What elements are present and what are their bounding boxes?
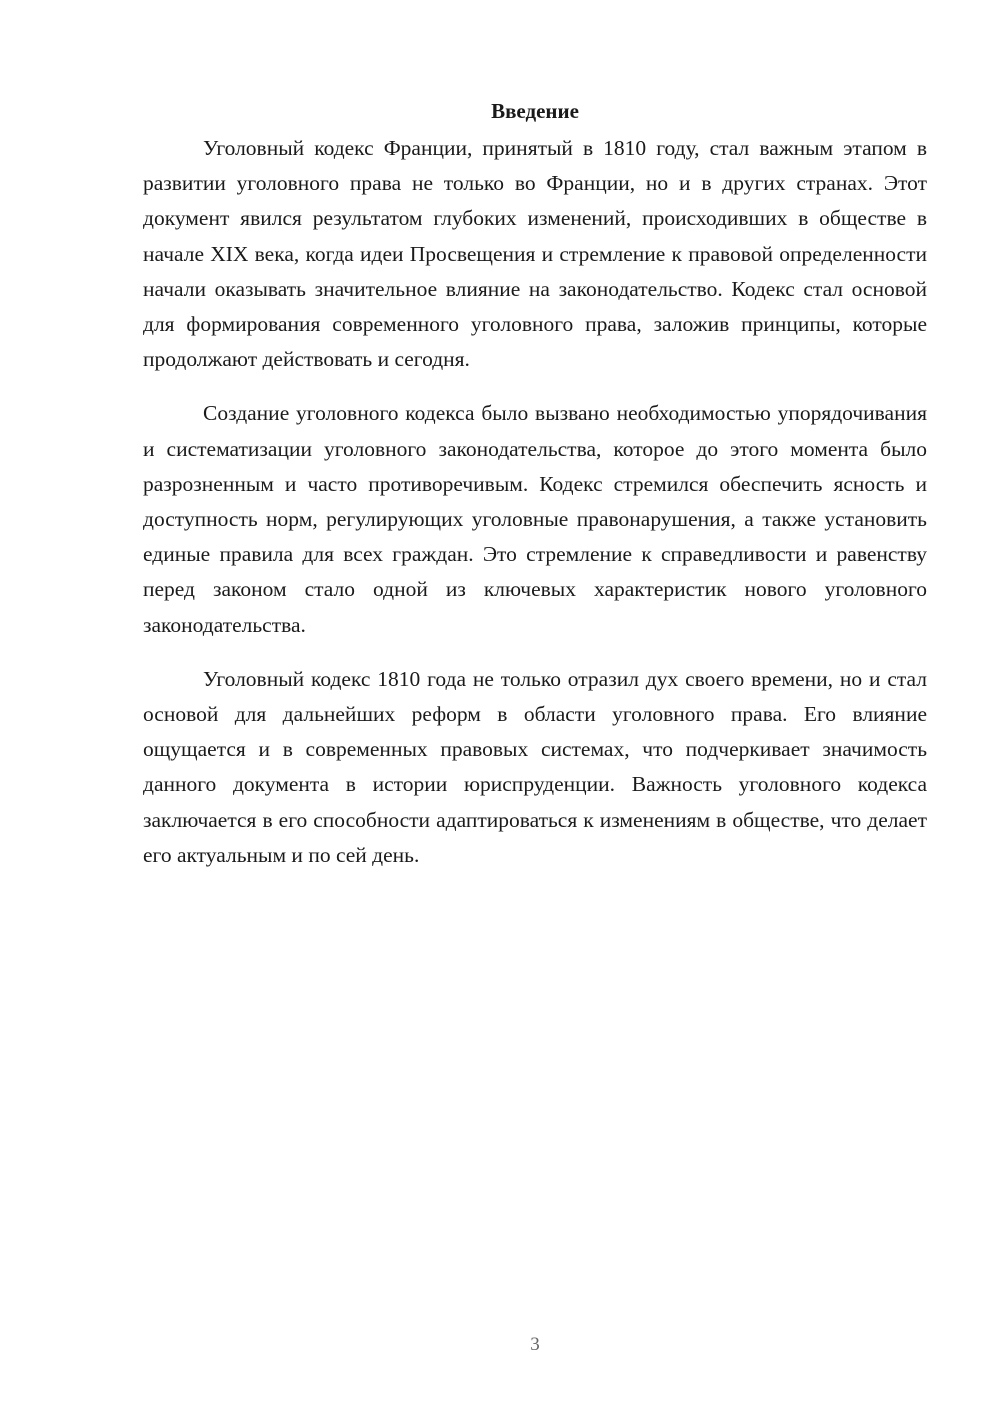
section-title: Введение [491, 99, 579, 123]
paragraph-3: Уголовный кодекс 1810 года не только отразил дух своего времени, но и стал основой для дальнейших реформ в области уголовного права. Его влияние ощущается и в современных правовых системах, что подчеркивает значимость данного документа в истории юриспруденции. Важность уголовного кодекса заключается в его способности адаптироваться к изменениям в обществе, что делает его актуальным и по сей день. [143, 666, 927, 867]
paragraph-2: Создание уголовного кодекса было вызвано необходимостью упорядочивания и систематизации уголовного законодательства, которое до этого момента было разрозненным и часто противоречивым. Кодекс стремился обеспечить ясность и доступность норм, регулирующих уголовные правонарушения, а также установить единые правила для всех граждан. Это стремление к справедливости и равенству перед законом стало одной из ключевых характеристик нового уголовного законодательства. [143, 401, 927, 637]
page-number: 3 [530, 1334, 540, 1355]
paragraph-1: Уголовный кодекс Франции, принятый в 1810 году, стал важным этапом в развитии уголовного права не только во Франции, но и в других странах. Этот документ явился результатом глубоких изменений, происходивших в обществе в начале XIX века, когда идеи Просвещения и стремление к правовой определенности начали оказывать значительное влияние на законодательство. Кодекс стал основой для формирования современного уголовного права, заложив принципы, которые продолжают действовать и сегодня. [143, 136, 927, 372]
page-content [143, 97, 927, 873]
